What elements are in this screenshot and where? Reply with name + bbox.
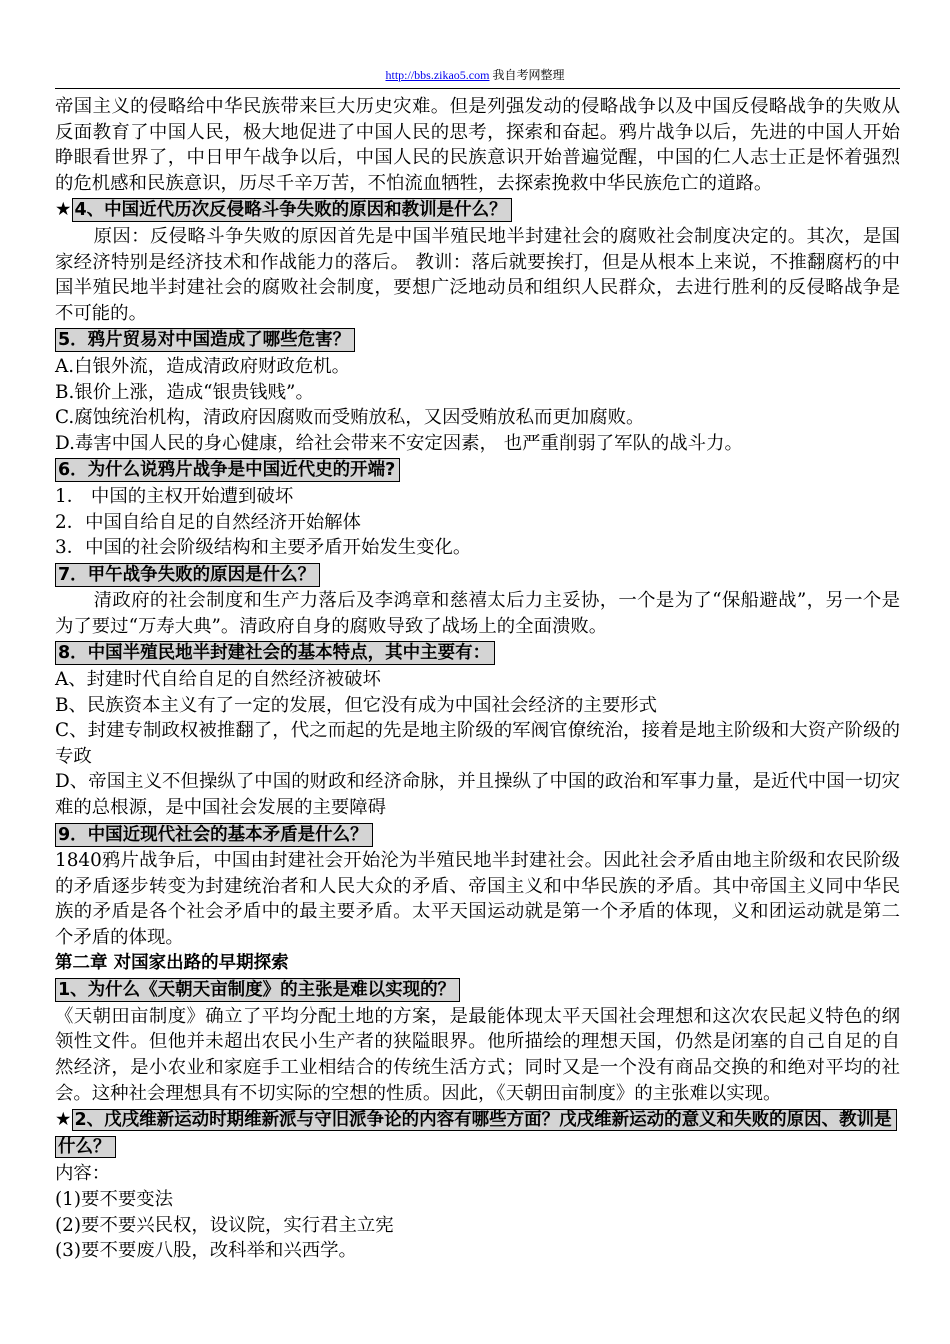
question-6-title: 6．为什么说鸦片战争是中国近代史的开端?	[55, 458, 400, 482]
list-item: 2．中国自给自足的自然经济开始解体	[55, 511, 361, 533]
list-item: B.银价上涨，造成“银贵钱贱”。	[55, 381, 314, 403]
question-9-title: 9．中国近现代社会的基本矛盾是什么？	[55, 823, 373, 847]
chapter-2-question-1-heading	[55, 977, 900, 1003]
list-item: C.腐蚀统治机构，清政府因腐败而受贿放私，又因受贿放私而更加腐败。	[55, 407, 645, 429]
document-body	[55, 94, 900, 1264]
content-label: 内容：	[55, 1163, 111, 1185]
question-4-title: 4、中国近代历次反侵略斗争失败的原因和教训是什么？	[72, 198, 512, 222]
list-item: B、民族资本主义有了一定的发展，但它没有成为中国社会经济的主要形式	[55, 694, 658, 716]
header-rule	[55, 88, 900, 89]
chapter-2-title: 第二章 对国家出路的早期探索	[55, 952, 289, 973]
header-link[interactable]: http://bbs.zikao5.com	[385, 68, 490, 82]
star-icon: ★	[55, 199, 72, 221]
question-7-title: 7．甲午战争失败的原因是什么？	[55, 563, 320, 587]
chapter-2-question-2-title: 2、戊戌维新运动时期维新派与守旧派争论的内容有哪些方面？戊戌维新运动的意义和失败的原因、教训是什么？	[55, 1109, 897, 1158]
intro-paragraph: 帝国主义的侵略给中华民族带来巨大历史灾难。但是列强发动的侵略战争以及中国反侵略战争的失败从反面教育了中国人民，极大地促进了中国人民的思考，探索和奋起。鸦片战争以后，先进的中国人开始睁眼看世界了，中日甲午战争以后，中国人民的民族意识开始普遍觉醒，中国的仁人志士正是怀着强烈的危机感和民族意识，历尽千辛万苦，不怕流血牺牲，去探索挽救中华民族危亡的道路。	[55, 96, 900, 194]
list-item: A、封建时代自给自足的自然经济被破坏	[55, 669, 381, 691]
chapter-2-question-1-answer: 《天朝田亩制度》确立了平均分配土地的方案，是最能体现太平天国社会理想和这次农民起义特色的纲领性文件。但他并未超出农民小生产者的狭隘眼界。他所描绘的理想天国，仍然是闭塞的自己自足的自然经济，是小农业和家庭手工业相结合的传统生活方式；同时又是一个没有商品交换的和绝对平均的社会。这种社会理想具有不切实际的空想的性质。因此，《天朝田亩制度》的主张难以实现。	[55, 1005, 900, 1104]
question-6-heading	[55, 457, 900, 483]
page-header	[0, 66, 950, 83]
question-5-title: 5．鸦片贸易对中国造成了哪些危害？	[55, 328, 355, 352]
chapter-2-question-1-title: 1、为什么《天朝天亩制度》的主张是难以实现的？	[55, 978, 460, 1002]
star-icon: ★	[55, 1109, 72, 1131]
question-5-heading	[55, 327, 900, 353]
question-7-heading	[55, 562, 900, 588]
question-7-answer: 清政府的社会制度和生产力落后及李鸿章和慈禧太后力主妥协，一个是为了“保船避战”，另一个是为了要过“万寿大典”。清政府自身的腐败导致了战场上的全面溃败。	[55, 590, 900, 637]
list-item: (1)要不要变法	[55, 1188, 174, 1210]
list-item: (3)要不要废八股，改科举和兴西学。	[55, 1240, 357, 1262]
list-item: 3．中国的社会阶级结构和主要矛盾开始发生变化。	[55, 537, 472, 559]
question-9-heading	[55, 822, 900, 848]
question-8-heading	[55, 640, 900, 666]
list-item: D.毒害中国人民的身心健康，给社会带来不安定因素， 也严重削弱了军队的战斗力。	[55, 432, 743, 454]
list-item: D、帝国主义不但操纵了中国的财政和经济命脉，并且操纵了中国的政治和军事力量，是近代中国一切灾难的总根源，是中国社会发展的主要障碍	[55, 771, 900, 819]
list-item: (2)要不要兴民权，设议院，实行君主立宪	[55, 1214, 394, 1236]
list-item: A.白银外流，造成清政府财政危机。	[55, 355, 350, 377]
question-9-answer: 1840鸦片战争后，中国由封建社会开始沦为半殖民地半封建社会。因此社会矛盾由地主阶级和农民阶级的矛盾逐步转变为封建统治者和人民大众的矛盾、帝国主义和中华民族的矛盾。其中帝国主义同中华民族的矛盾是各个社会矛盾中的最主要矛盾。太平天国运动就是第一个矛盾的体现，义和团运动就是第二个矛盾的体现。	[55, 850, 900, 948]
question-4-heading	[55, 197, 900, 223]
header-note: 我自考网整理	[489, 68, 565, 82]
question-8-title: 8．中国半殖民地半封建社会的基本特点，其中主要有：	[55, 641, 495, 665]
chapter-2-question-2-heading	[55, 1107, 900, 1160]
list-item: C、封建专制政权被推翻了，代之而起的先是地主阶级的军阀官僚统治，接着是地主阶级和大资产阶级的专政	[55, 720, 900, 767]
question-4-answer: 原因：反侵略斗争失败的原因首先是中国半殖民地半封建社会的腐败社会制度决定的。其次，是国家经济特别是经济技术和作战能力的落后。 教训：落后就要挨打，但是从根本上来说，不推翻腐朽的中国半殖民地半封建社会的腐败社会制度，要想广泛地动员和组织人民群众，去进行胜利的反侵略战争是不可能的。	[55, 225, 900, 324]
list-item: 1． 中国的主权开始遭到破坏	[55, 485, 294, 507]
